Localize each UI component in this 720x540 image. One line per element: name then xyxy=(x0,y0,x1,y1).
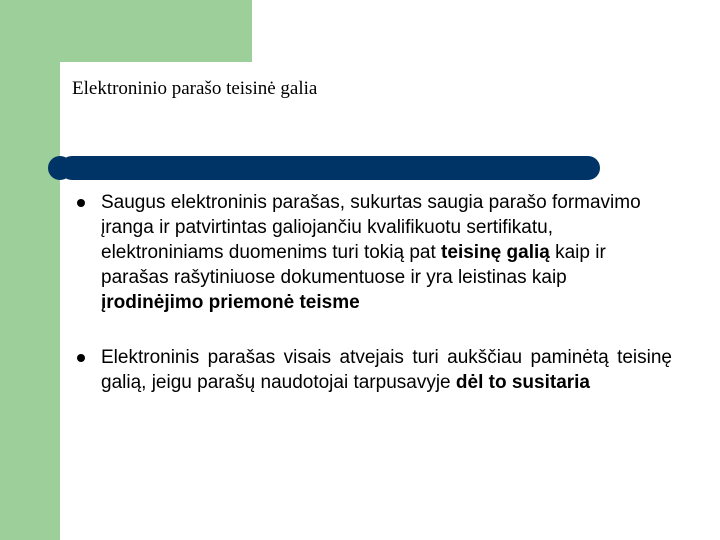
decorative-green-left-strip xyxy=(0,62,60,540)
bullet-item-2 xyxy=(72,345,672,395)
bullet-dot-icon xyxy=(77,354,85,362)
bullet-text xyxy=(101,347,672,393)
bullet-text xyxy=(101,192,641,313)
slide-title: Elektroninio parašo teisinė galia xyxy=(72,78,318,99)
text-segment: Saugus elektroninis parašas, sukurtas saugia parašo formavimo įranga ir patvirtintas galiojančiu kvalifikuotu sertifikatu, elektroniniams duomenims turi tokią pat xyxy=(101,192,641,263)
divider-bar xyxy=(60,156,600,180)
text-segment: Elektroninis parašas visais atvejais turi aukščiau paminėtą teisinę galią, jeigu parašų naudotojai tarpusavyje xyxy=(101,347,672,393)
bullet-item-1 xyxy=(72,190,672,315)
text-segment: kaip ir parašas rašytiniuose dokumentuose ir yra leistinas kaip xyxy=(101,242,606,288)
bullet-dot-icon xyxy=(77,199,85,207)
decorative-green-top-block xyxy=(0,0,252,62)
bold-text-segment: dėl to susitaria xyxy=(455,372,591,393)
bullet-list xyxy=(72,190,672,395)
bold-text-segment: teisinę galią xyxy=(441,242,550,263)
bold-text-segment: įrodinėjimo priemonė teisme xyxy=(101,292,360,313)
